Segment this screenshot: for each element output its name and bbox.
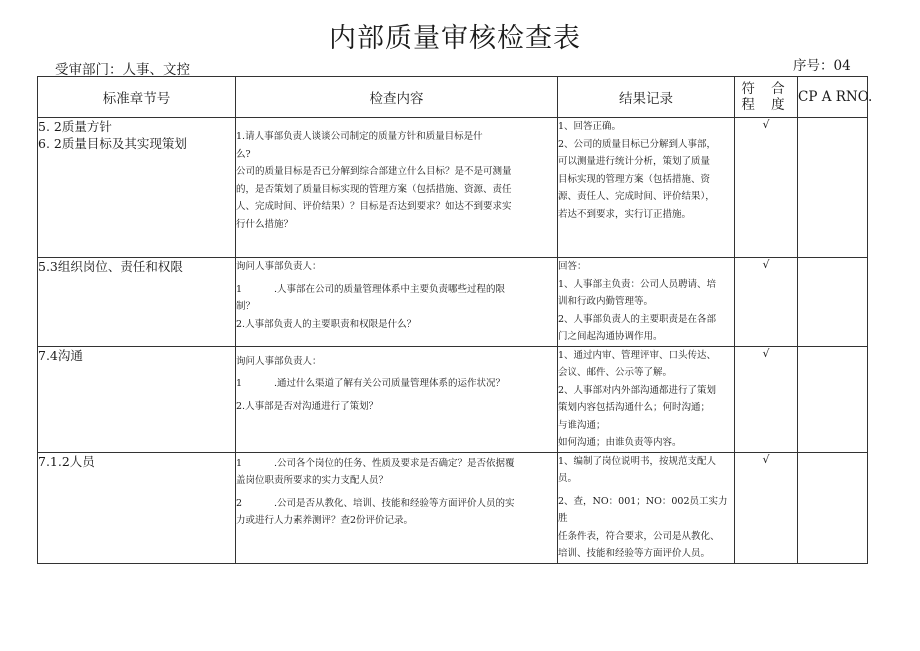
- result-line: 2、公司的质量目标已分解到人事部，: [558, 138, 717, 150]
- page-title: 内部质量审核检查表: [329, 23, 581, 54]
- result-cell: [558, 118, 735, 258]
- result-line: 员。: [558, 473, 578, 484]
- content-line: 2 .公司是否从教化、培训、技能和经验等方面评价人员的实: [236, 497, 515, 509]
- result-cell: [558, 258, 735, 347]
- cpar-cell: [798, 118, 868, 258]
- result-cell: [558, 452, 735, 563]
- content-line: 1.请人事部负责人谈谈公司制定的质量方针和质量目标是什: [236, 131, 483, 142]
- content-line: 人、完成时间、评价结果）？目标是否达到要求？如达不到要求实: [236, 201, 512, 212]
- result-line: 任条件表，符合要求，公司是从教化、: [558, 530, 720, 542]
- content-cell: [236, 118, 558, 258]
- clause-cell: [38, 346, 236, 452]
- result-line: 可以测量进行统计分析，策划了质量: [558, 156, 711, 167]
- header-conformity: [735, 77, 798, 118]
- result-line: 训和行政内勤管理等。: [558, 296, 654, 307]
- content-line: 2.人事部是否对沟通进行了策划？: [236, 400, 379, 412]
- content-line: 盖岗位职责所要求的实力支配人员？: [236, 475, 389, 486]
- result-line: 1、回答正确。: [558, 121, 622, 132]
- content-line: 询问人事部负责人：: [236, 355, 322, 367]
- result-line: 2、人事部负责人的主要职责是在各部: [558, 313, 717, 325]
- content-line: 行什么措施？: [236, 218, 294, 230]
- conformity-check-mark: √: [735, 452, 798, 563]
- content-line: 么?: [236, 148, 251, 160]
- cpar-cell: [798, 258, 868, 347]
- header-conformity-line2: 程 度: [741, 97, 791, 113]
- clause-text: 7.1.2人员: [38, 453, 95, 469]
- audit-checklist-table: [37, 76, 873, 564]
- content-line: 1 .通过什么渠道了解有关公司质量管理体系的运作状况？: [236, 378, 506, 389]
- result-line: 回答：: [558, 261, 587, 272]
- header-conformity-line1: 符 合: [741, 81, 791, 97]
- clause-text: 5.3组织岗位、责任和权限: [38, 259, 183, 274]
- content-cell: [236, 346, 558, 452]
- table-row: [38, 118, 868, 258]
- result-line: 策划内容包括沟通什么；何时沟通；: [558, 402, 711, 413]
- result-line: 若达不到要求，实行订正措施。: [558, 208, 692, 220]
- cpar-cell: [798, 346, 868, 452]
- clause-text: 6. 2质量目标及其实现策划: [38, 136, 187, 151]
- header-cpar: CP A RNO.: [798, 77, 868, 118]
- content-line: 2.人事部负责人的主要职责和权限是什么？: [236, 318, 417, 330]
- clause-cell: [38, 258, 236, 347]
- conformity-check-mark: √: [735, 346, 798, 452]
- content-line: 询问人事部负责人：: [236, 261, 322, 272]
- result-line: 1、编制了岗位说明书，按规范支配人: [558, 455, 717, 467]
- content-line: 1 .公司各个岗位的任务、性质及要求是否确定？是否依据覆: [236, 457, 515, 469]
- result-line: 2、查，NO：001；NO：002员工实力胜: [558, 495, 728, 524]
- content-line: 公司的质量目标是否已分解到综合部建立什么目标？是不是可测量: [236, 166, 512, 177]
- result-line: 培训、技能和经验等方面评价人员。: [558, 548, 711, 559]
- content-cell: [236, 452, 558, 563]
- header-result: 结果记录: [558, 77, 735, 118]
- table-row: [38, 258, 868, 347]
- result-line: 会议、邮件、公示等了解。: [558, 367, 673, 378]
- content-line: 1 .人事部在公司的质量管理体系中主要负责哪些过程的限: [236, 283, 506, 295]
- result-line: 2、人事部对内外部沟通都进行了策划: [558, 384, 717, 396]
- table-row: [38, 452, 868, 563]
- clause-cell: [38, 118, 236, 258]
- serial-number: 序号：04: [793, 58, 851, 74]
- result-line: 1、通过内审、管理评审、口头传达、: [558, 349, 717, 361]
- content-cell: [236, 258, 558, 347]
- result-cell: [558, 346, 735, 452]
- conformity-check-mark: √: [735, 258, 798, 347]
- clause-text: 7.4沟通: [38, 347, 83, 363]
- result-line: 与谁沟通；: [558, 419, 606, 431]
- clause-cell: [38, 452, 236, 563]
- content-line: 制？: [236, 301, 256, 312]
- clause-text: 5. 2质量方针: [38, 119, 112, 134]
- result-line: 门之间起沟通协调作用。: [558, 331, 663, 342]
- content-line: 力或进行人力素养测评？查2份评价记录。: [236, 515, 414, 526]
- table-row: [38, 346, 868, 452]
- conformity-check-mark: √: [735, 118, 798, 258]
- content-line: 的，是否策划了质量目标实现的管理方案（包括措施、资源、责任: [236, 183, 512, 195]
- table-header-row: [38, 77, 868, 118]
- result-line: 目标实现的管理方案（包括措施、资: [558, 173, 711, 185]
- result-line: 源、责任人、完成时间、评价结果），: [558, 191, 715, 202]
- result-line: 如何沟通；由谁负责等内容。: [558, 437, 682, 448]
- audited-department: 受审部门：人事、文控: [55, 62, 190, 78]
- header-clause: 标准章节号: [38, 77, 236, 118]
- header-content: 检查内容: [236, 77, 558, 118]
- cpar-cell: [798, 452, 868, 563]
- result-line: 1、人事部主负责：公司人员聘请、培: [558, 278, 717, 290]
